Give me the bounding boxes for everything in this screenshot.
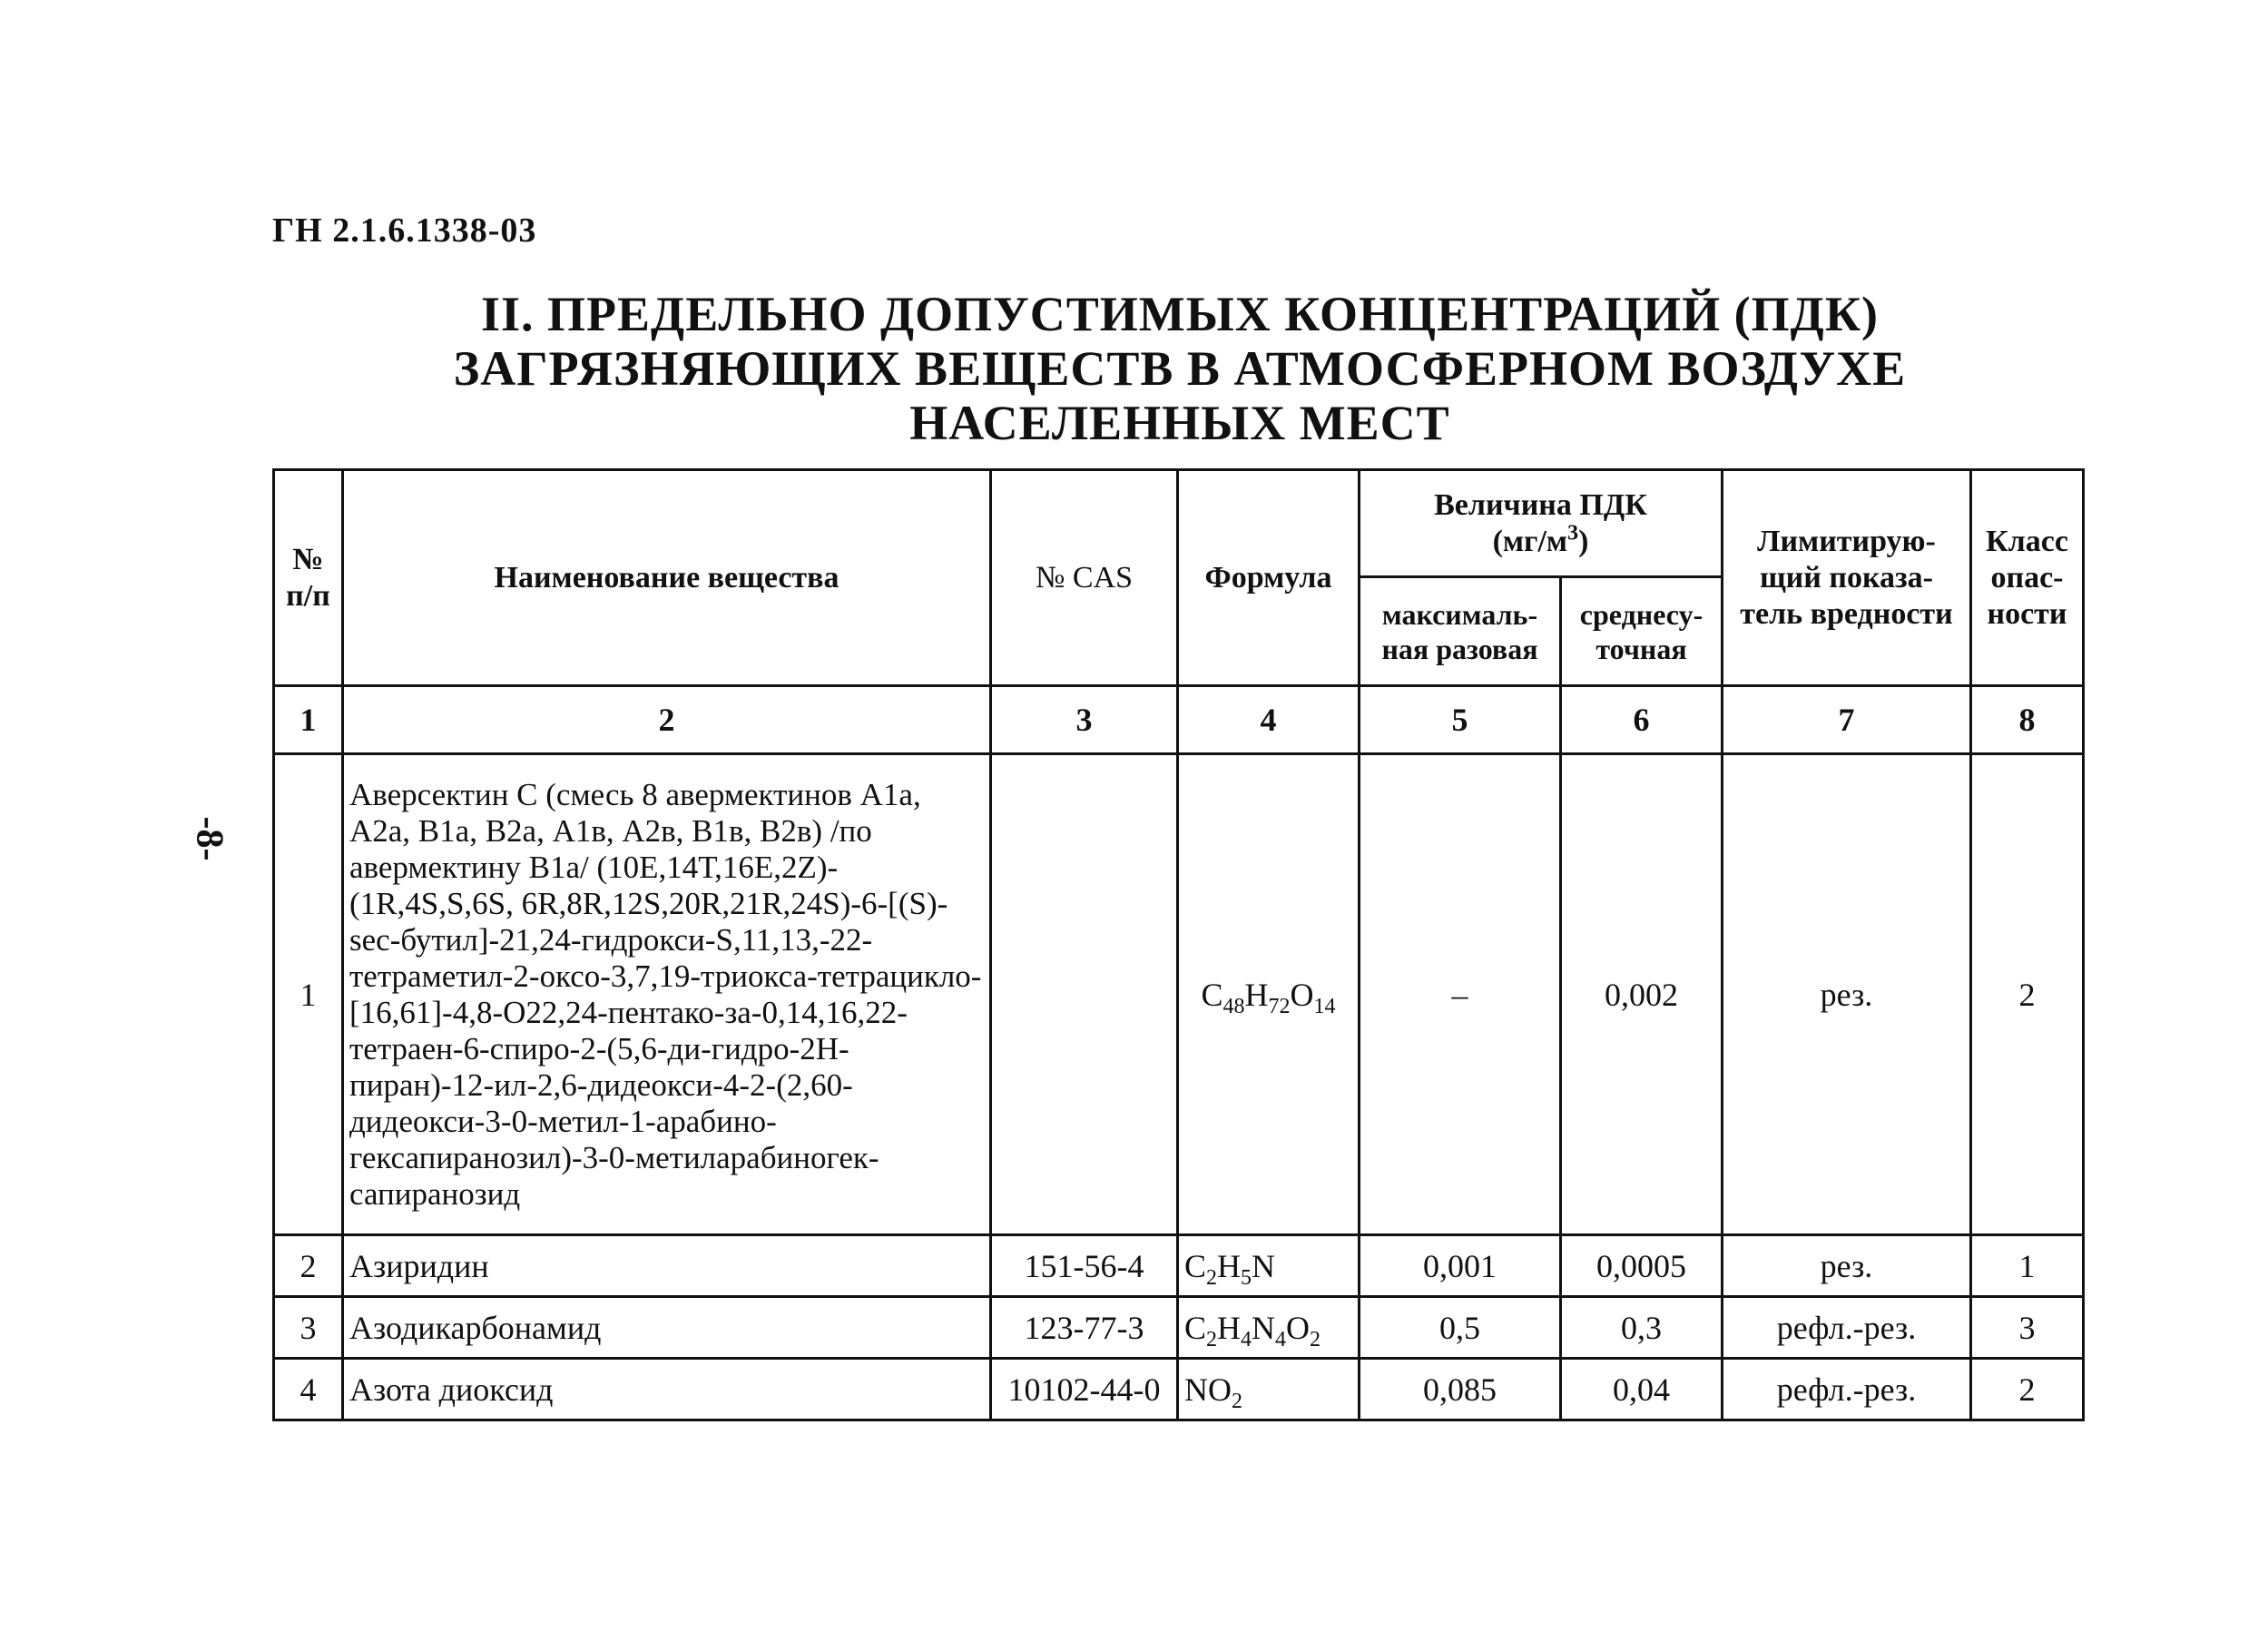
table-row	[274, 754, 2084, 1235]
row-num: 2	[274, 1235, 343, 1297]
formula-part: H	[1217, 1309, 1242, 1346]
column-number-row	[274, 686, 2084, 754]
limit-indicator: рез.	[1723, 1235, 1971, 1297]
cas-number: 123-77-3	[991, 1297, 1178, 1359]
cas-number: 151-56-4	[991, 1235, 1178, 1297]
substance-name: Азота диоксид	[343, 1359, 991, 1420]
formula-subscript: 5	[1241, 1265, 1252, 1290]
daily-avg: 0,0005	[1561, 1235, 1723, 1297]
header-cas: № CAS	[991, 470, 1178, 686]
column-number: 6	[1561, 686, 1723, 754]
row-num: 3	[274, 1297, 343, 1359]
formula-part: C	[1201, 976, 1223, 1013]
header-pdk-label: Величина ПДК	[1434, 487, 1647, 522]
formula-part: NO	[1184, 1371, 1232, 1408]
header-pdk	[1360, 470, 1723, 577]
header-pdk-unit-prefix: (мг/м	[1492, 524, 1568, 558]
page-number: -8-	[188, 816, 231, 861]
header-formula: Формула	[1178, 470, 1360, 686]
table-row	[274, 1359, 2084, 1420]
formula-part: N	[1252, 1309, 1276, 1346]
max-single: –	[1360, 754, 1561, 1235]
formula-part: C	[1184, 1309, 1207, 1346]
formula-subscript: 2	[1232, 1389, 1242, 1413]
page-title	[272, 287, 2087, 450]
document-code: ГН 2.1.6.1338-03	[272, 211, 537, 250]
header-name: Наименование вещества	[343, 470, 991, 686]
column-number: 4	[1178, 686, 1360, 754]
header-pdk-unit-suffix: )	[1578, 524, 1589, 558]
daily-avg: 0,04	[1561, 1359, 1723, 1420]
daily-avg: 0,3	[1561, 1297, 1723, 1359]
header-avg: среднесу-точная	[1561, 577, 1723, 686]
max-single: 0,085	[1360, 1359, 1561, 1420]
column-number: 1	[274, 686, 343, 754]
daily-avg: 0,002	[1561, 754, 1723, 1235]
formula-subscript: 4	[1241, 1327, 1252, 1351]
column-number: 7	[1723, 686, 1971, 754]
header-limit: Лимитирую-щий показа-тель вредности	[1723, 470, 1971, 686]
table-row	[274, 1235, 2084, 1297]
header-class: Класс опас-ности	[1971, 470, 2084, 686]
limit-indicator: рефл.-рез.	[1723, 1359, 1971, 1420]
header-pdk-unit-exp: 3	[1567, 521, 1579, 545]
substance-name: Азиридин	[343, 1235, 991, 1297]
title-line-3: НАСЕЛЕННЫХ МЕСТ	[909, 396, 1450, 450]
header-pdk-unit	[1366, 521, 1715, 560]
column-number: 3	[991, 686, 1178, 754]
row-num: 1	[274, 754, 343, 1235]
formula-subscript: 4	[1275, 1327, 1287, 1351]
row-num: 4	[274, 1359, 343, 1420]
hazard-class: 3	[1971, 1297, 2084, 1359]
formula	[1178, 1235, 1360, 1297]
formula-subscript: 14	[1313, 994, 1336, 1018]
formula-subscript: 48	[1222, 994, 1245, 1018]
cas-number: 10102-44-0	[991, 1359, 1178, 1420]
hazard-class: 2	[1971, 754, 2084, 1235]
formula-part: H	[1244, 976, 1269, 1013]
formula-subscript: 2	[1310, 1327, 1321, 1351]
formula-part: H	[1217, 1247, 1242, 1284]
formula	[1178, 754, 1360, 1235]
title-line-2: ЗАГРЯЗНЯЮЩИХ ВЕЩЕСТВ В АТМОСФЕРНОМ ВОЗДУХЕ	[453, 341, 1907, 396]
formula	[1178, 1359, 1360, 1420]
header-row-1	[274, 470, 2084, 577]
column-number: 5	[1360, 686, 1561, 754]
formula-part: O	[1286, 1309, 1311, 1346]
column-number: 2	[343, 686, 991, 754]
substance-name: Азодикарбонамид	[343, 1297, 991, 1359]
formula-subscript: 2	[1206, 1327, 1218, 1351]
substance-name: Аверсектин С (смесь 8 авермектинов А1а, А2а, В1а, В2а, А1в, А2в, В1в, В2в) /по авермектину В1а/ (10Е,14Т,16Е,2Z)-(1R,4S,S,6S, 6R,8R,12S,20R,21R,24S)-6-[(S)-sec-бутил]-21,24-гидрокси-S,11,13,-22-тетраметил-2-оксо-3,7,19-триокса-тетрацикло-[16,61]-4,8-O22,24-пентако-за-0,14,16,22-тетраен-6-спиро-2-(5,6-ди-гидро-2Н-пиран)-12-ил-2,6-дидеокси-4-2-(2,60-дидеокси-3-0-метил-1-арабино-гексапиранозил)-3-0-метиларабиногек-сапиранозид	[343, 754, 991, 1235]
header-max: максималь-ная разовая	[1360, 577, 1561, 686]
hazard-class: 1	[1971, 1235, 2084, 1297]
column-number: 8	[1971, 686, 2084, 754]
limit-indicator: рефл.-рез.	[1723, 1297, 1971, 1359]
formula-part: O	[1290, 976, 1314, 1013]
max-single: 0,5	[1360, 1297, 1561, 1359]
table-row	[274, 1297, 2084, 1359]
max-single: 0,001	[1360, 1235, 1561, 1297]
formula	[1178, 1297, 1360, 1359]
hazard-class: 2	[1971, 1359, 2084, 1420]
cas-number	[991, 754, 1178, 1235]
header-num: № п/п	[274, 470, 343, 686]
formula-part: C	[1184, 1247, 1207, 1284]
formula-subscript: 72	[1268, 994, 1291, 1018]
limit-indicator: рез.	[1723, 754, 1971, 1235]
title-line-1: II. ПРЕДЕЛЬНО ДОПУСТИМЫХ КОНЦЕНТРАЦИЙ (ПДК)	[481, 287, 1879, 341]
formula-part: N	[1252, 1247, 1276, 1284]
pdk-table	[272, 468, 2085, 1421]
formula-subscript: 2	[1206, 1265, 1218, 1290]
